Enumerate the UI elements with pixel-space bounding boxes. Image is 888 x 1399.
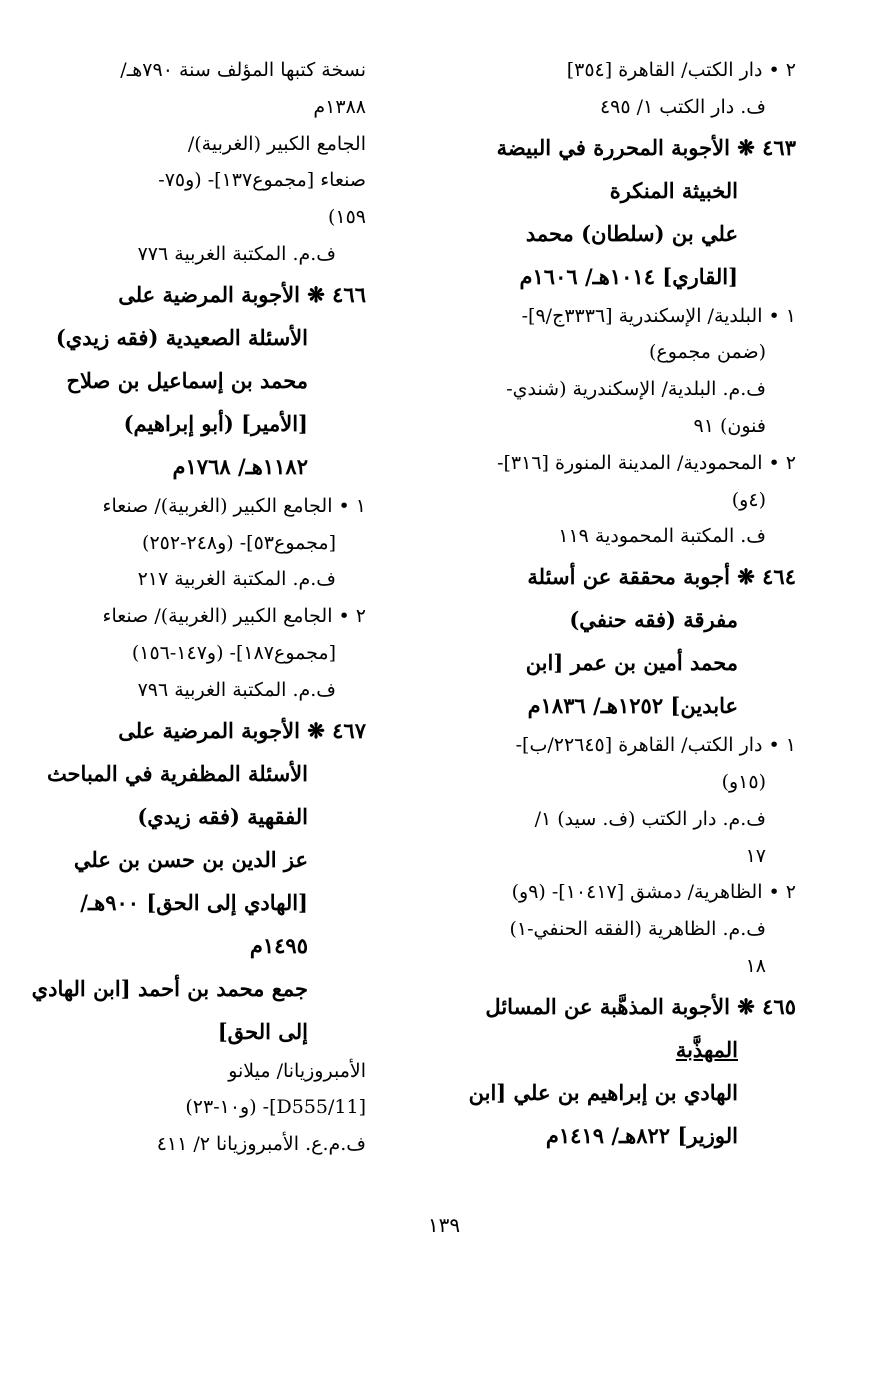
entry-line: علي بن (سلطان) محمد [525,220,738,246]
entry-line: ف.م. المكتبة الغربية ٧٧٦ [137,242,336,265]
entry-line: صنعاء [مجموع١٣٧]- (و٧٥- [158,169,366,192]
entry-line: ف.م. الظاهرية (الفقه الحنفي-١) [509,918,766,941]
entry-line: ١١٨٢هـ/ ١٧٦٨م [172,453,308,479]
entry-line: فنون) ٩١ [693,414,766,437]
right-column [456,52,796,1157]
entry-line: ١٨ [745,954,766,977]
entry-line: عابدين] ١٢٥٢هـ/ ١٨٣٦م [527,693,738,719]
entry-line: الأسئلة المظفرية في المباحث [46,760,308,786]
entry-line: ١ • دار الكتب/ القاهرة [٢٢٦٤٥/ب]- [515,734,796,757]
entry-line: [مجموع١٨٧]- (و١٤٧-١٥٦) [131,641,336,664]
entry-line: ف.م. البلدية/ الإسكندرية (شندي- [506,378,766,401]
entry-line: ٢ • المحمودية/ المدينة المنورة [٣١٦]- [497,451,796,474]
entry-line: ٢ • الظاهرية/ دمشق [١٠٤١٧]- (٩و) [511,881,796,904]
entry-line: ف.م. المكتبة الغربية ٧٩٦ [137,678,336,701]
left-column [31,52,366,1163]
entry-line: ف.م.ع. الأمبروزيانا ٢/ ٤١١ [156,1133,366,1156]
entry-line: ١ • البلدية/ الإسكندرية [٣٣٣٦ج/٩]- [521,304,796,327]
entry-line: عز الدين بن حسن بن علي [73,846,308,872]
entry-line: [مجموع٥٣]- (و٢٤٨-٢٥٢) [142,531,336,554]
entry-line: الأمبروزيانا/ ميلانو [228,1059,366,1082]
entry-line: ١ • الجامع الكبير (الغربية)/ صنعاء [102,494,366,517]
entry-line: (١٥و) [721,770,766,793]
entry-line: محمد أمين بن عمر [ابن [525,650,738,676]
entry-line: (٤و) [731,488,766,511]
entry-line: الهادي بن إبراهيم بن علي [ابن [468,1079,738,1105]
entry-line: مفرقة (فقه حنفي) [569,607,738,633]
entry-line: ١٥٩) [327,206,366,229]
entry-line: [الأمير] (أبو إبراهيم) [123,410,308,436]
entry-heading: ٤٦٧ ❋ الأجوبة المرضية على [118,717,366,743]
page-number: ١٣٩ [427,1213,461,1237]
entry-line: الفقهية (فقه زيدي) [137,803,308,829]
entry-line: ٢ • الجامع الكبير (الغربية)/ صنعاء [102,605,366,628]
entry-heading: ٤٦٣ ❋ الأجوبة المحررة في البيضة [496,134,796,160]
entry-line: ١٣٨٨م [313,95,366,118]
entry-heading: ٤٦٦ ❋ الأجوبة المرضية على [118,281,366,307]
entry-line: ٢ • دار الكتب/ القاهرة [٣٥٤] [566,59,796,81]
entry-line: إلى الحق] [217,1018,308,1044]
entry-line: ١٧ [745,844,766,867]
entry-line: [الهادي إلى الحق] ٩٠٠هـ/ [80,889,308,915]
entry-line: ف. دار الكتب ١/ ٤٩٥ [599,95,766,118]
entry-line: ف.م. المكتبة الغربية ٢١٧ [137,568,336,591]
entry-line: [D555/11]- (و١٠-٢٣) [185,1096,366,1119]
entry-line: [القاري] ١٠١٤هـ/ ١٦٠٦م [519,263,738,289]
entry-line: الخبيثة المنكرة [609,177,738,203]
entry-line: الأسئلة الصعيدية (فقه زيدي) [55,324,308,350]
entry-line: الجامع الكبير (الغربية)/ [187,132,366,155]
entry-line: ١٤٩٥م [249,932,308,958]
entry-line: نسخة كتبها المؤلف سنة ٧٩٠هـ/ [120,59,366,81]
entry-line: ف. المكتبة المحمودية ١١٩ [558,525,766,548]
entry-line: محمد بن إسماعيل بن صلاح [66,367,308,393]
entry-line: ف.م. دار الكتب (ف. سيد) ١/ [534,807,766,830]
entry-line: (ضمن مجموع) [648,341,766,364]
entry-heading: ٤٦٤ ❋ أجوبة محققة عن أسئلة [527,564,796,590]
entry-line: الوزير] ٨٢٢هـ/ ١٤١٩م [545,1122,738,1148]
entry-heading: ٤٦٥ ❋ الأجوبة المذهَّبة عن المسائل [485,993,796,1019]
entry-line: المهذَّبة [675,1036,738,1062]
entry-line: جمع محمد بن أحمد [ابن الهادي [31,975,308,1001]
